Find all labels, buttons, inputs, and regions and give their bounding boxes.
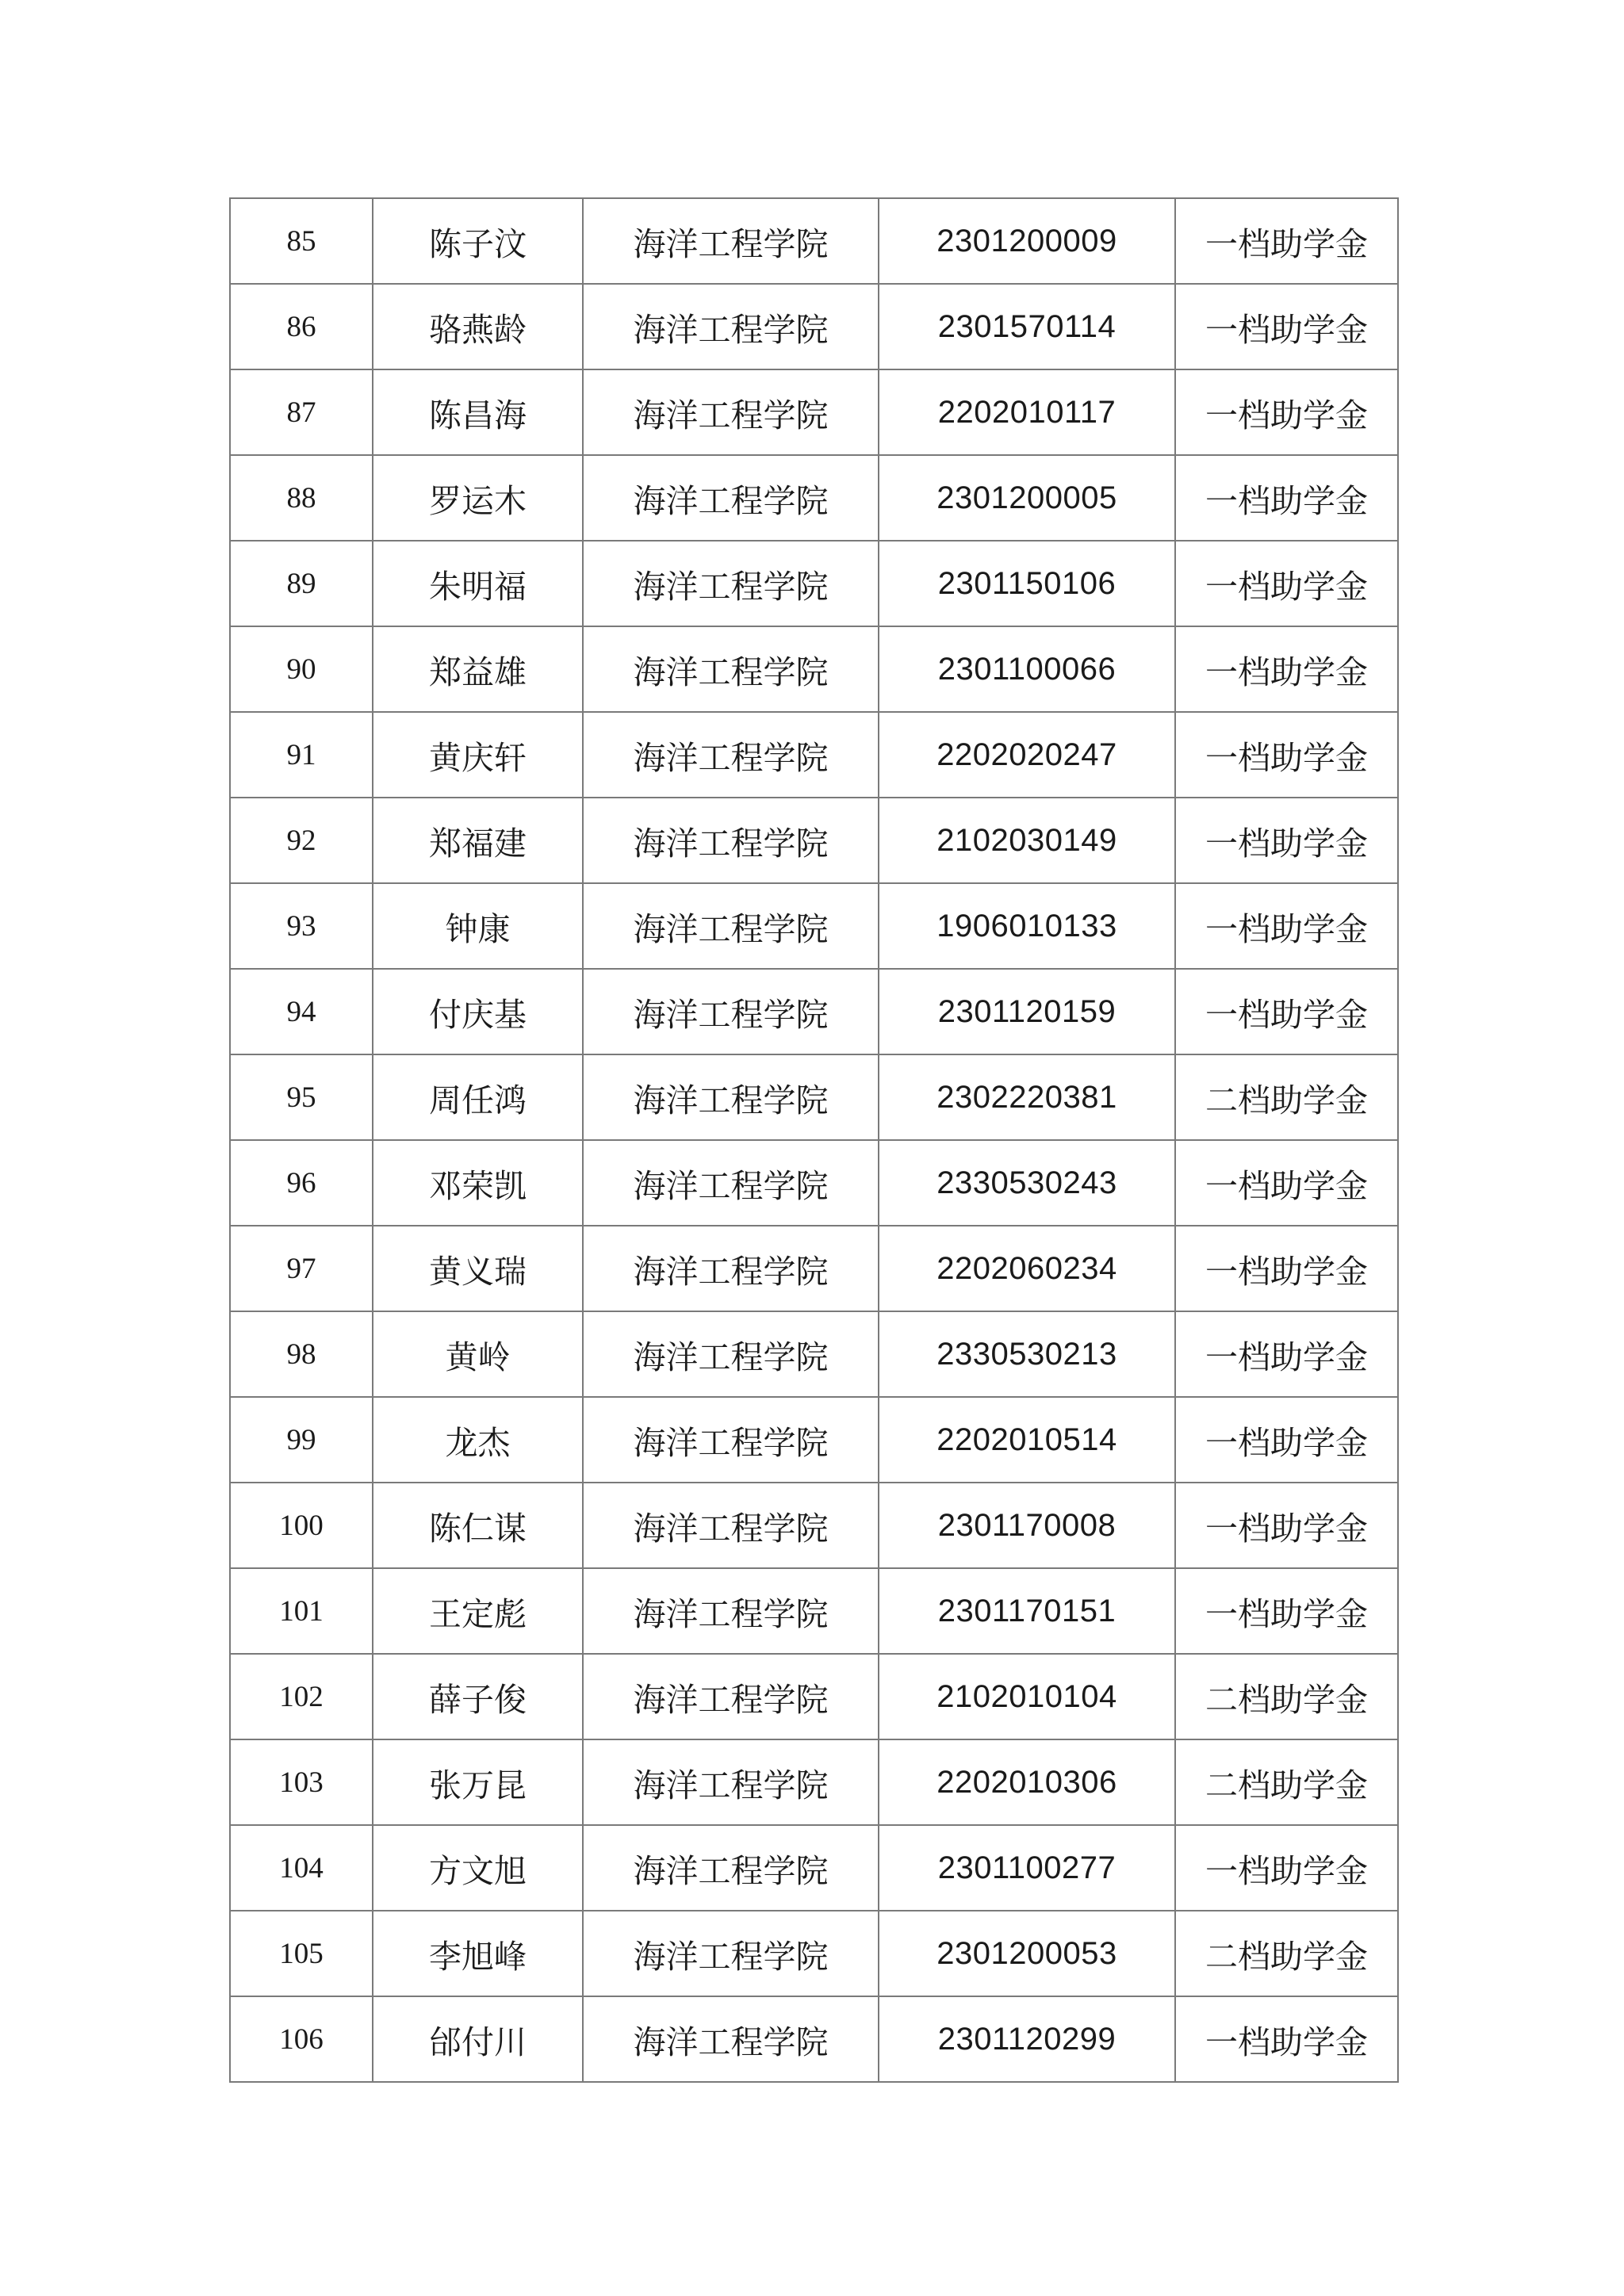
grant-level-cell: 一档助学金 (1175, 798, 1398, 883)
table-row (230, 1825, 1398, 1911)
student-name-cell: 付庆基 (373, 969, 583, 1054)
grant-list-table (229, 197, 1399, 2083)
student-id-cell: 2301150106 (879, 541, 1175, 626)
college-cell: 海洋工程学院 (583, 541, 879, 626)
student-name-cell: 骆燕龄 (373, 284, 583, 369)
table-row (230, 1226, 1398, 1311)
table-row (230, 541, 1398, 626)
table-row (230, 883, 1398, 969)
grant-level-cell: 一档助学金 (1175, 455, 1398, 541)
row-number-cell: 86 (230, 284, 373, 369)
student-name-cell: 钟康 (373, 883, 583, 969)
grant-level-cell: 二档助学金 (1175, 1911, 1398, 1996)
college-cell: 海洋工程学院 (583, 1825, 879, 1911)
college-cell: 海洋工程学院 (583, 455, 879, 541)
row-number-cell: 99 (230, 1397, 373, 1483)
table-row (230, 1996, 1398, 2082)
college-cell: 海洋工程学院 (583, 883, 879, 969)
college-cell: 海洋工程学院 (583, 284, 879, 369)
student-id-cell: 2301200053 (879, 1911, 1175, 1996)
table-row (230, 712, 1398, 798)
college-cell: 海洋工程学院 (583, 1739, 879, 1825)
grant-level-cell: 二档助学金 (1175, 1054, 1398, 1140)
row-number-cell: 89 (230, 541, 373, 626)
grant-level-cell: 二档助学金 (1175, 1739, 1398, 1825)
grant-level-cell: 二档助学金 (1175, 1654, 1398, 1739)
college-cell: 海洋工程学院 (583, 1996, 879, 2082)
student-name-cell: 李旭峰 (373, 1911, 583, 1996)
student-id-cell: 2202010117 (879, 369, 1175, 455)
grant-level-cell: 一档助学金 (1175, 1483, 1398, 1568)
grant-level-cell: 一档助学金 (1175, 712, 1398, 798)
table-row (230, 1054, 1398, 1140)
row-number-cell: 104 (230, 1825, 373, 1911)
table-row (230, 1739, 1398, 1825)
table-row (230, 1483, 1398, 1568)
student-id-cell: 2102030149 (879, 798, 1175, 883)
college-cell: 海洋工程学院 (583, 1483, 879, 1568)
table-row (230, 284, 1398, 369)
grant-level-cell: 一档助学金 (1175, 1140, 1398, 1226)
college-cell: 海洋工程学院 (583, 969, 879, 1054)
student-id-cell: 2330530243 (879, 1140, 1175, 1226)
row-number-cell: 103 (230, 1739, 373, 1825)
student-name-cell: 罗运木 (373, 455, 583, 541)
student-id-cell: 2301100277 (879, 1825, 1175, 1911)
student-name-cell: 陈子汶 (373, 198, 583, 284)
row-number-cell: 93 (230, 883, 373, 969)
student-id-cell: 2301570114 (879, 284, 1175, 369)
row-number-cell: 88 (230, 455, 373, 541)
table-row (230, 1311, 1398, 1397)
table-row (230, 1140, 1398, 1226)
college-cell: 海洋工程学院 (583, 1311, 879, 1397)
student-id-cell: 2302220381 (879, 1054, 1175, 1140)
grant-level-cell: 一档助学金 (1175, 626, 1398, 712)
row-number-cell: 92 (230, 798, 373, 883)
table-row (230, 369, 1398, 455)
student-id-cell: 2102010104 (879, 1654, 1175, 1739)
row-number-cell: 101 (230, 1568, 373, 1654)
student-id-cell: 2202060234 (879, 1226, 1175, 1311)
college-cell: 海洋工程学院 (583, 369, 879, 455)
student-id-cell: 1906010133 (879, 883, 1175, 969)
student-id-cell: 2301100066 (879, 626, 1175, 712)
student-id-cell: 2301170008 (879, 1483, 1175, 1568)
row-number-cell: 94 (230, 969, 373, 1054)
student-name-cell: 郑福建 (373, 798, 583, 883)
college-cell: 海洋工程学院 (583, 712, 879, 798)
row-number-cell: 90 (230, 626, 373, 712)
grant-level-cell: 一档助学金 (1175, 198, 1398, 284)
student-name-cell: 陈仁谋 (373, 1483, 583, 1568)
row-number-cell: 85 (230, 198, 373, 284)
student-id-cell: 2301200009 (879, 198, 1175, 284)
table-row (230, 1911, 1398, 1996)
table-row (230, 455, 1398, 541)
table-row (230, 1568, 1398, 1654)
grant-level-cell: 一档助学金 (1175, 284, 1398, 369)
row-number-cell: 96 (230, 1140, 373, 1226)
grant-level-cell: 一档助学金 (1175, 1311, 1398, 1397)
student-name-cell: 龙杰 (373, 1397, 583, 1483)
college-cell: 海洋工程学院 (583, 626, 879, 712)
row-number-cell: 97 (230, 1226, 373, 1311)
student-name-cell: 黄岭 (373, 1311, 583, 1397)
college-cell: 海洋工程学院 (583, 798, 879, 883)
student-id-cell: 2301120159 (879, 969, 1175, 1054)
student-name-cell: 邰付川 (373, 1996, 583, 2082)
college-cell: 海洋工程学院 (583, 1054, 879, 1140)
student-id-cell: 2301170151 (879, 1568, 1175, 1654)
grant-level-cell: 一档助学金 (1175, 969, 1398, 1054)
table-row (230, 626, 1398, 712)
student-id-cell: 2301200005 (879, 455, 1175, 541)
row-number-cell: 87 (230, 369, 373, 455)
grant-level-cell: 一档助学金 (1175, 541, 1398, 626)
college-cell: 海洋工程学院 (583, 198, 879, 284)
grant-level-cell: 一档助学金 (1175, 1996, 1398, 2082)
student-id-cell: 2202020247 (879, 712, 1175, 798)
grant-level-cell: 一档助学金 (1175, 369, 1398, 455)
table-row (230, 969, 1398, 1054)
student-name-cell: 王定彪 (373, 1568, 583, 1654)
college-cell: 海洋工程学院 (583, 1911, 879, 1996)
grant-level-cell: 一档助学金 (1175, 883, 1398, 969)
row-number-cell: 106 (230, 1996, 373, 2082)
student-name-cell: 张万昆 (373, 1739, 583, 1825)
student-id-cell: 2202010306 (879, 1739, 1175, 1825)
table-row (230, 798, 1398, 883)
college-cell: 海洋工程学院 (583, 1140, 879, 1226)
student-id-cell: 2202010514 (879, 1397, 1175, 1483)
college-cell: 海洋工程学院 (583, 1397, 879, 1483)
student-name-cell: 方文旭 (373, 1825, 583, 1911)
student-name-cell: 邓荣凯 (373, 1140, 583, 1226)
grant-list-body (230, 198, 1398, 2082)
table-row (230, 198, 1398, 284)
college-cell: 海洋工程学院 (583, 1568, 879, 1654)
row-number-cell: 100 (230, 1483, 373, 1568)
student-name-cell: 黄庆轩 (373, 712, 583, 798)
table-row (230, 1654, 1398, 1739)
student-name-cell: 陈昌海 (373, 369, 583, 455)
college-cell: 海洋工程学院 (583, 1226, 879, 1311)
grant-level-cell: 一档助学金 (1175, 1226, 1398, 1311)
row-number-cell: 102 (230, 1654, 373, 1739)
student-id-cell: 2330530213 (879, 1311, 1175, 1397)
student-id-cell: 2301120299 (879, 1996, 1175, 2082)
row-number-cell: 91 (230, 712, 373, 798)
row-number-cell: 105 (230, 1911, 373, 1996)
student-name-cell: 黄义瑞 (373, 1226, 583, 1311)
row-number-cell: 98 (230, 1311, 373, 1397)
student-name-cell: 郑益雄 (373, 626, 583, 712)
student-name-cell: 薛子俊 (373, 1654, 583, 1739)
table-row (230, 1397, 1398, 1483)
grant-level-cell: 一档助学金 (1175, 1825, 1398, 1911)
grant-level-cell: 一档助学金 (1175, 1568, 1398, 1654)
student-name-cell: 朱明福 (373, 541, 583, 626)
college-cell: 海洋工程学院 (583, 1654, 879, 1739)
row-number-cell: 95 (230, 1054, 373, 1140)
grant-level-cell: 一档助学金 (1175, 1397, 1398, 1483)
student-name-cell: 周任鸿 (373, 1054, 583, 1140)
